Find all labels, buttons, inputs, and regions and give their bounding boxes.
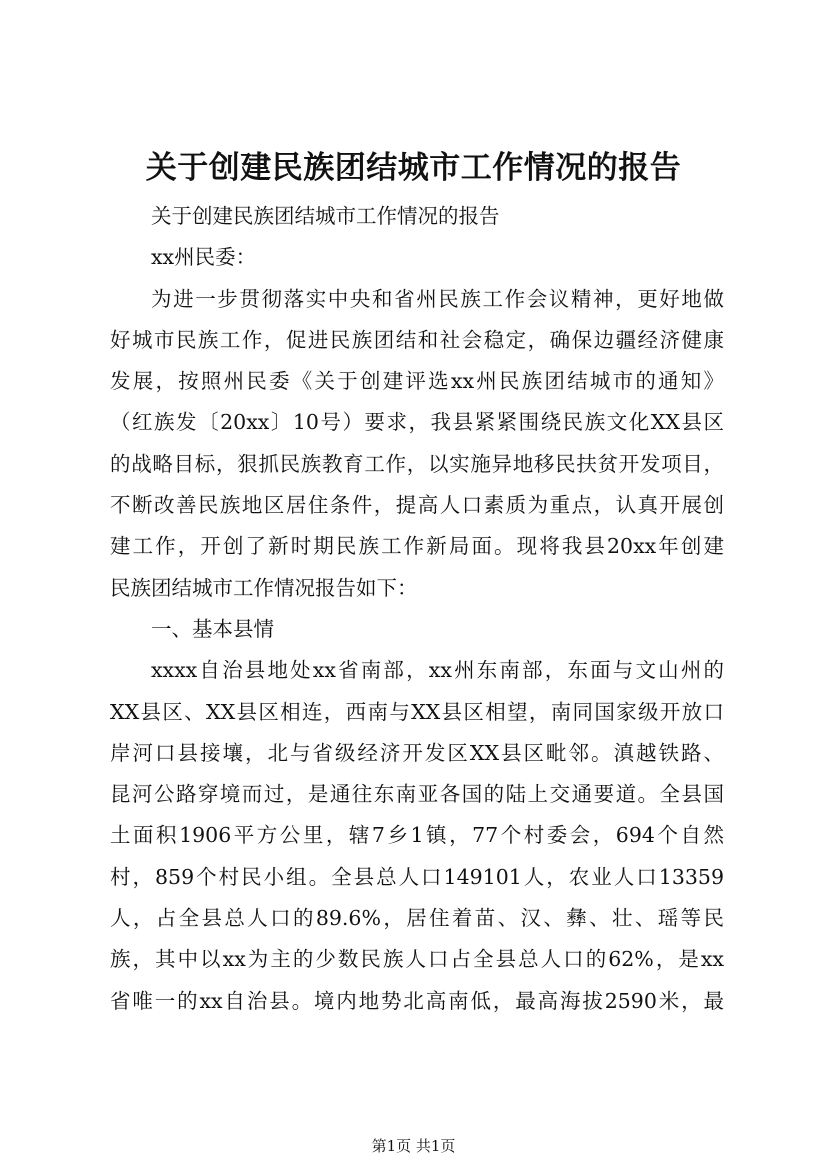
page-footer: 第1页 共1页	[371, 1137, 456, 1155]
paragraph-line: 一、基本县情	[151, 616, 274, 641]
paragraph-line: 民族团结城市工作情况报告如下：	[110, 575, 418, 600]
paragraph-line: 的战略目标，狠抓民族教育工作，以实施异地移民扶贫开发项目，	[110, 451, 724, 476]
paragraph-line: 建工作，开创了新时期民族工作新局面。现将我县20xx年创建	[110, 534, 724, 559]
paragraph-line: 关于创建民族团结城市工作情况的报告	[151, 204, 500, 228]
paragraph-line: 岸河口县接壤，北与省级经济开发区XX县区毗邻。滇越铁路、	[110, 740, 724, 765]
paragraph-line: 发展，按照州民委《关于创建评选xx州民族团结城市的通知》	[110, 369, 724, 394]
paragraph-line: 为进一步贯彻落实中央和省州民族工作会议精神，更好地做	[151, 286, 724, 311]
paragraph-line: XX县区、XX县区相连，西南与XX县区相望，南同国家级开放口	[110, 699, 724, 724]
paragraph-line: 族，其中以xx为主的少数民族人口占全县总人口的62%，是xx	[110, 947, 724, 972]
paragraph-line: 土面积1906平方公里，辖7乡1镇，77个村委会，694个自然	[110, 823, 724, 848]
paragraph-line: 不断改善民族地区居住条件，提高人口素质为重点，认真开展创	[110, 493, 724, 518]
document-body	[110, 196, 724, 1022]
document-title: 关于创建民族团结城市工作情况的报告	[145, 150, 682, 186]
paragraph-line: （红族发〔20xx〕10号）要求，我县紧紧围绕民族文化XX县区	[110, 410, 724, 435]
paragraph-line: 人，占全县总人口的89.6%，居住着苗、汉、彝、壮、瑶等民	[110, 906, 724, 931]
paragraph-line: xxxx自治县地处xx省南部，xx州东南部，东面与文山州的	[151, 658, 724, 683]
paragraph-line: xx州民委：	[151, 245, 257, 270]
paragraph-line: 好城市民族工作，促进民族团结和社会稳定，确保边疆经济健康	[110, 327, 724, 352]
paragraph-line: 村，859个村民小组。全县总人口149101人，农业人口13359	[110, 864, 724, 889]
paragraph-line: 省唯一的xx自治县。境内地势北高南低，最高海拔2590米，最	[110, 988, 724, 1013]
paragraph-line: 昆河公路穿境而过，是通往东南亚各国的陆上交通要道。全县国	[110, 782, 724, 807]
